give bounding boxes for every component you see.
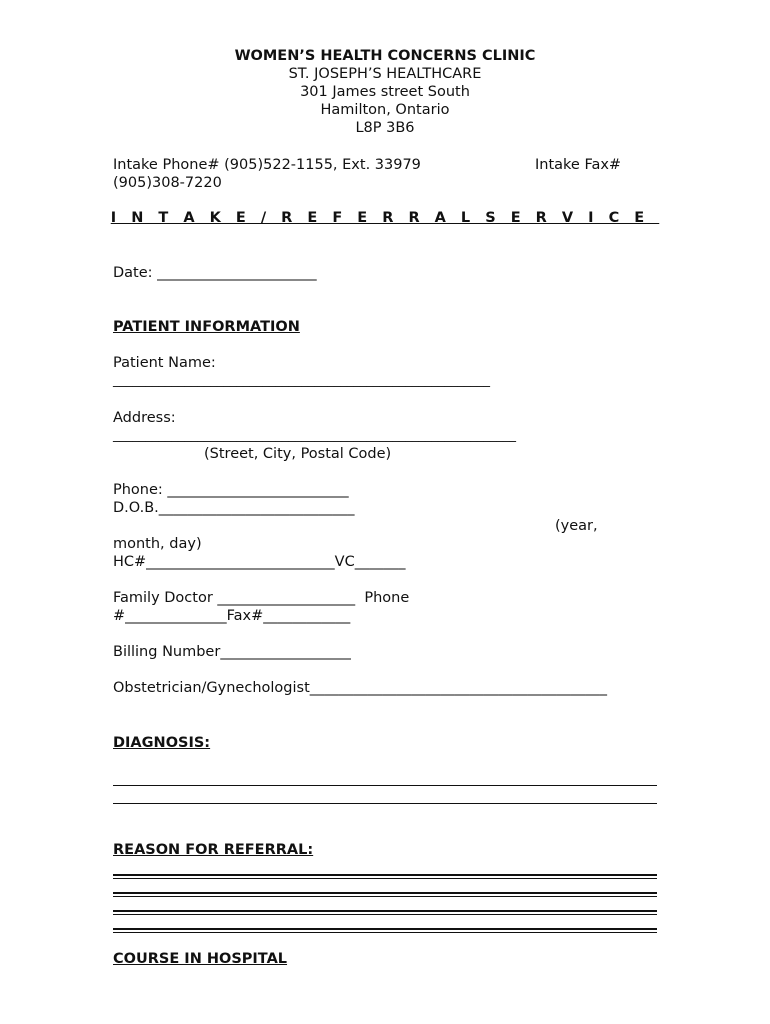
street-address: 301 James street South [300, 84, 470, 100]
dob-hint-year: (year, [555, 518, 598, 534]
family-doctor-field[interactable]: Family Doctor ___________________ Phone [113, 590, 410, 606]
patient-name-field[interactable]: __________________________________________________________ [113, 373, 490, 388]
address-field[interactable]: ______________________________________________________________ [113, 428, 516, 443]
intake-fax-number: (905)308-7220 [113, 175, 222, 191]
referral-line[interactable] [113, 874, 657, 879]
date-field[interactable]: Date: ______________________ [113, 265, 317, 281]
address-hint: (Street, City, Postal Code) [204, 446, 392, 462]
hospital-name: ST. JOSEPH’S HEALTHCARE [288, 66, 482, 82]
patient-name-label: Patient Name: [113, 355, 216, 371]
course-heading: COURSE IN HOSPITAL [113, 951, 288, 967]
diagnosis-line[interactable] [113, 785, 657, 786]
billing-number-field[interactable]: Billing Number__________________ [113, 644, 351, 660]
diagnosis-line[interactable] [113, 803, 657, 804]
obgyn-field[interactable]: Obstetrician/Gynechologist_________________________________________ [113, 680, 607, 696]
dob-field[interactable]: D.O.B.___________________________ [113, 500, 355, 516]
postal-code: L8P 3B6 [355, 120, 415, 136]
referral-line[interactable] [113, 892, 657, 897]
doctor-phone-fax-field[interactable]: #______________Fax#____________ [113, 608, 351, 624]
hc-vc-field[interactable]: HC#__________________________VC_______ [113, 554, 406, 570]
form-title: I N T A K E / R E F E R R A L S E R V I C E [110, 210, 660, 226]
intake-phone: Intake Phone# (905)522-1155, Ext. 33979 [113, 157, 421, 173]
patient-info-heading: PATIENT INFORMATION [113, 319, 300, 335]
referral-heading: REASON FOR REFERRAL: [113, 842, 314, 858]
city-address: Hamilton, Ontario [320, 102, 450, 118]
referral-line[interactable] [113, 910, 657, 915]
diagnosis-heading: DIAGNOSIS: [113, 735, 211, 751]
address-label: Address: [113, 410, 176, 426]
phone-field[interactable]: Phone: _________________________ [113, 482, 349, 498]
intake-fax-label: Intake Fax# [535, 157, 622, 173]
clinic-name: WOMEN’S HEALTH CONCERNS CLINIC [234, 48, 536, 64]
referral-line[interactable] [113, 928, 657, 933]
dob-hint-month-day: month, day) [113, 536, 202, 552]
